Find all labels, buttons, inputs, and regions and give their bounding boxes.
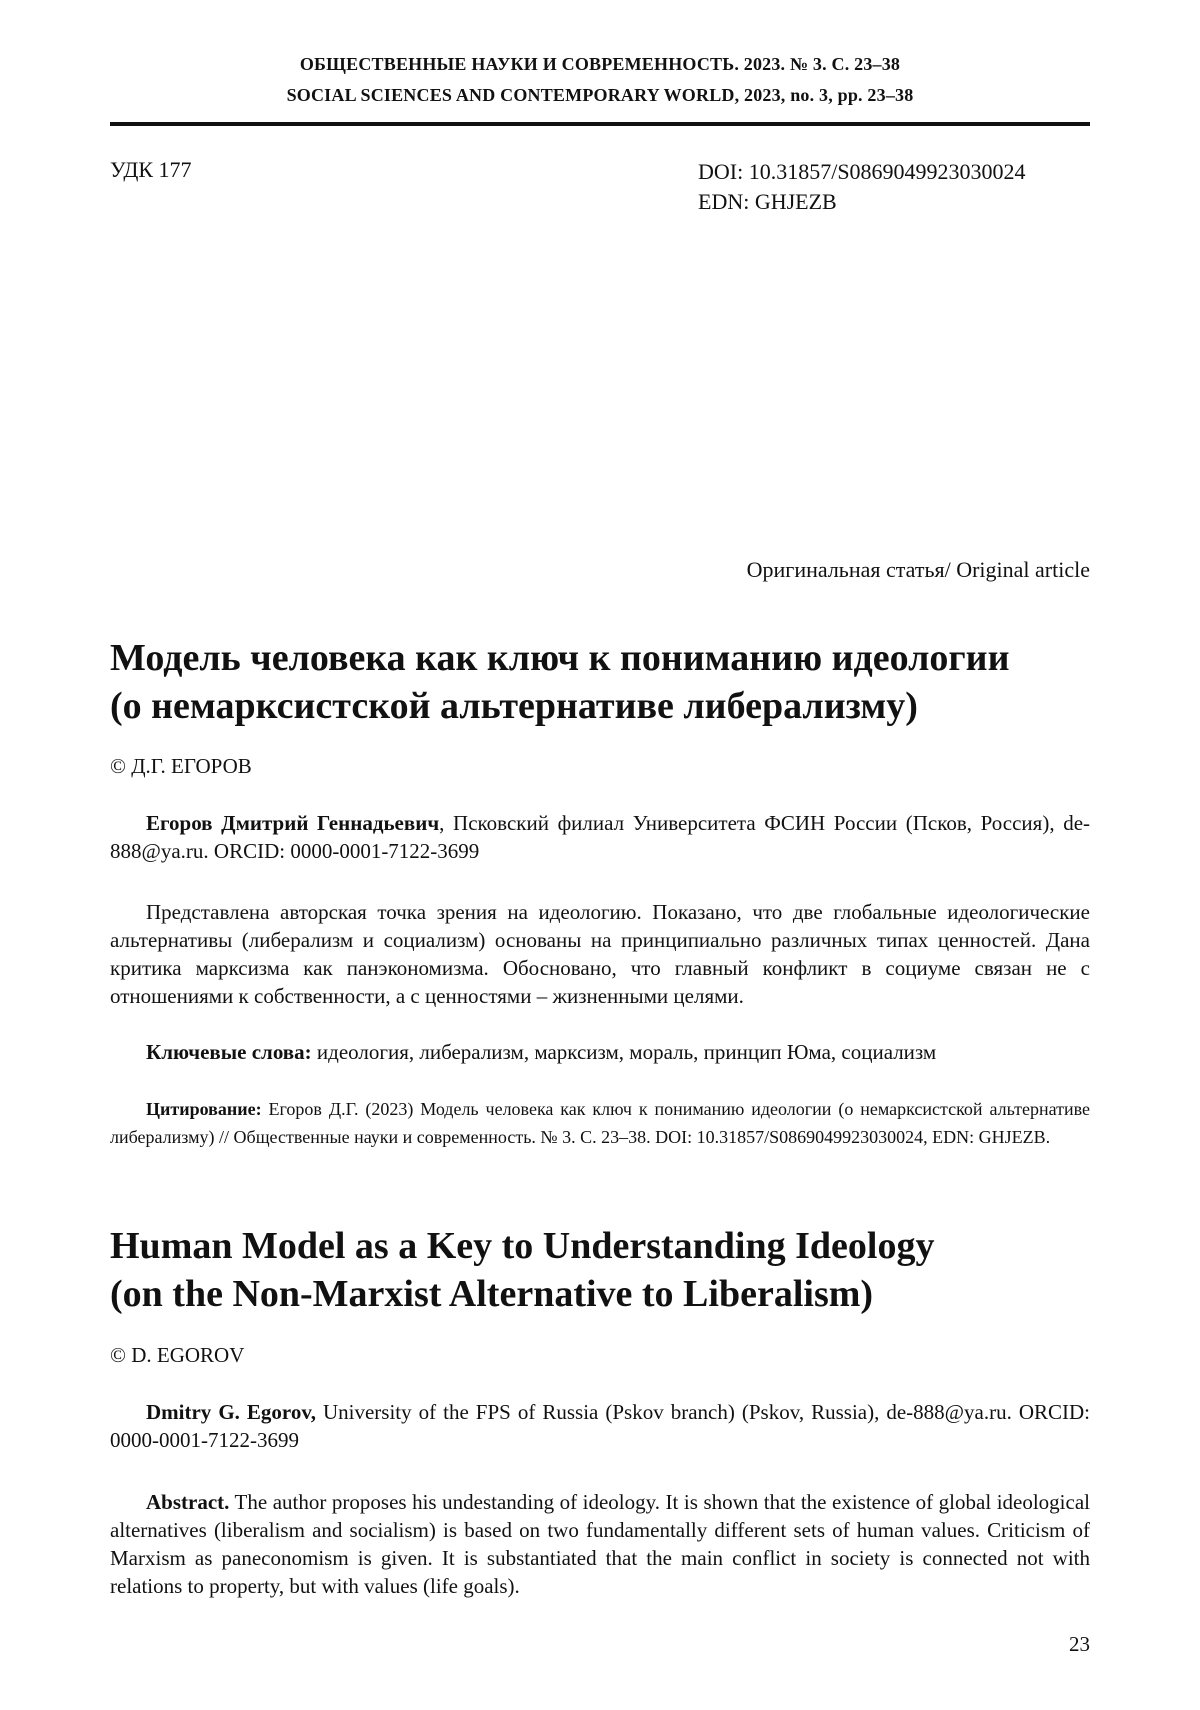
identifiers-block (698, 157, 1026, 217)
doi-identifier: DOI: 10.31857/S0869049923030024 (698, 159, 1026, 184)
title-en-line-1: Human Model as a Key to Understanding Ideology (110, 1225, 935, 1267)
running-head-ru: ОБЩЕСТВЕННЫЕ НАУКИ И СОВРЕМЕННОСТЬ. 2023. № 3. С. 23–38 (299, 54, 901, 74)
affiliation-ru (110, 809, 1090, 865)
abstract-ru: Представлена авторская точка зрения на идеологию. Показано, что две глобальные идеологические альтернативы (либерализм и социализм) основаны на принципиально различных типах ценностей. Дана критика марксизма как панэкономизма. Обосновано, что главный конфликт в социуме связан не с отношениями к собственности, а с ценностями – жизненными целями. (110, 900, 1090, 1008)
keywords-label-ru: Ключевые слова: (146, 1040, 312, 1064)
abstract-en-text: The author proposes his undestanding of ideology. It is shown that the existence of global ideological alternatives (liberalism and socialism) is based on two fundamentally different sets of human values. Criticism of Marxism as paneconomism is given. It is substantiated that the main conflict in society is connected not with relations to property, but with values (life goals). (110, 1490, 1090, 1598)
title-ru-line-2: (о немарксистской альтернативе либерализму) (110, 685, 918, 727)
author-copyright-en: © D. EGOROV (110, 1343, 245, 1367)
edn-identifier: EDN: GHJEZB (698, 189, 837, 214)
citation-ru (110, 1095, 1090, 1151)
running-head-en: SOCIAL SCIENCES AND CONTEMPORARY WORLD, 2023, no. 3, pp. 23–38 (286, 85, 914, 105)
article-type-label: Оригинальная статья/ Original article (746, 557, 1090, 582)
citation-ru-text: Егоров Д.Г. (2023) Модель человека как ключ к пониманию идеологии (о немарксистской альтернативе либерализму) // Общественные науки и современность. № 3. С. 23–38. DOI: 10.31857/S0869049923030024, EDN: GHJEZB. (110, 1099, 1090, 1147)
affiliation-ru-text: , Псковский филиал Университета ФСИН России (Псков, Россия), de-888@ya.ru. ORCID: 0000-0001-7122-3699 (110, 811, 1091, 863)
keywords-ru (110, 1038, 1090, 1066)
citation-label-ru: Цитирование: (146, 1099, 262, 1119)
author-name-ru: Егоров Дмитрий Геннадьевич (146, 811, 440, 835)
abstract-label-en: Abstract. (146, 1490, 230, 1514)
title-en (110, 1222, 1090, 1318)
author-name-en: Dmitry G. Egorov, (146, 1400, 316, 1424)
title-ru-line-1: Модель человека как ключ к пониманию идеологии (110, 637, 1010, 679)
affiliation-en-text: University of the FPS of Russia (Pskov branch) (Pskov, Russia), de-888@ya.ru. ORCID: 0000-0001-7122-3699 (110, 1400, 1090, 1452)
affiliation-en (110, 1398, 1090, 1454)
page-number: 23 (1069, 1632, 1090, 1656)
abstract-en (110, 1488, 1090, 1600)
header-rule (110, 122, 1090, 126)
author-copyright-ru: © Д.Г. ЕГОРОВ (110, 754, 252, 778)
title-ru (110, 634, 1090, 730)
udk-code: УДК 177 (110, 157, 192, 182)
keywords-ru-text: идеология, либерализм, марксизм, мораль, принцип Юма, социализм (311, 1040, 937, 1064)
title-en-line-2: (on the Non-Marxist Alternative to Liberalism) (110, 1273, 874, 1315)
